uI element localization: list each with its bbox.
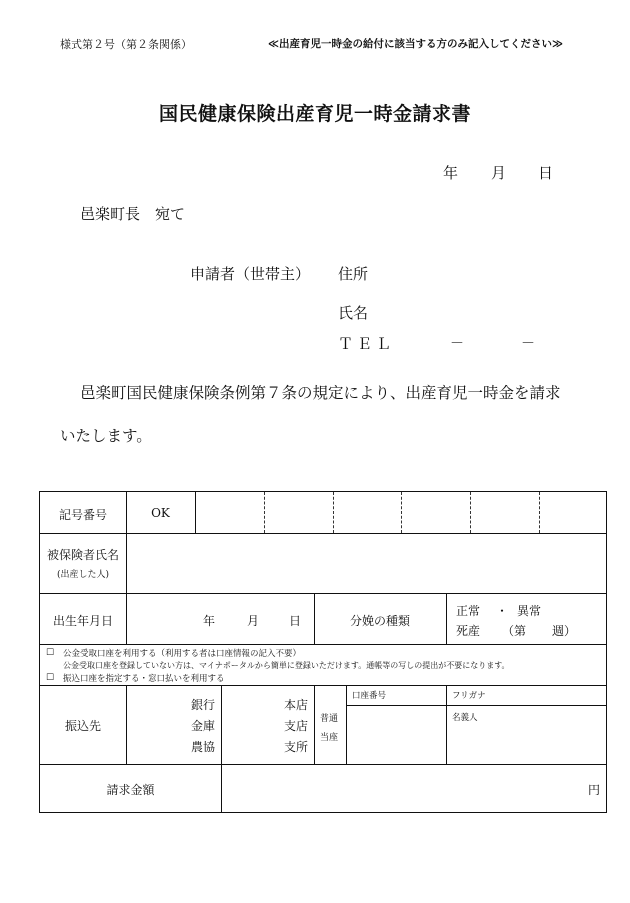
addressee: 邑楽町長 宛て [80,205,186,223]
office-option: 支所 [284,740,309,754]
public-account-text: 公金受取口座を利用する（利用する者は口座情報の記入不要） [63,649,302,659]
symbol-number-label: 記号番号 [58,508,107,522]
nokyo-option: 農協 [191,740,216,754]
shinkin-option: 金庫 [191,719,216,733]
account-holder-label: 名義人 [452,713,478,723]
delivery-week-close: 週） [552,624,577,638]
date-day-label: 日 [538,164,554,182]
current-account-option: 当座 [320,733,339,743]
amount-field[interactable] [222,765,582,811]
amount-label: 請求金額 [106,783,155,797]
statement-line-2: いたします。 [60,427,152,445]
delivery-dot: ・ [496,604,509,618]
public-account-subtext: 公金受取口座を登録していない方は、マイナポータルから簡単に登録いただけます。通帳等の写しの提出が不要になります。 [63,661,510,670]
birth-year-label: 年 [203,614,216,628]
transfer-label: 振込先 [64,719,101,733]
insured-name-sublabel: (出産した人) [56,570,110,580]
insured-name-label: 被保険者氏名 [46,548,119,562]
ordinary-account-option: 普通 [320,714,339,724]
applicant-role: 申請者（世帯主） [190,265,311,283]
tel-label: ＴＥＬ [338,335,396,353]
birth-date-label: 出生年月日 [52,614,113,628]
delivery-abnormal: 異常 [517,604,542,618]
account-number-field[interactable] [347,706,445,763]
branch-option: 支店 [284,719,309,733]
date-year-label: 年 [443,164,459,182]
bank-option: 銀行 [191,698,216,712]
form-number: 様式第２号（第２条関係） [60,38,192,51]
delivery-week-open: （第 [502,624,527,638]
address-label: 住所 [338,265,369,283]
document-title: 国民健康保険出産育児一時金請求書 [158,103,471,125]
public-account-checkbox[interactable]: □ [46,647,55,657]
tel-dash-2: － [521,336,535,352]
amount-unit: 円 [588,783,601,797]
delivery-type-label: 分娩の種類 [349,614,410,628]
delivery-normal: 正常 [456,604,481,618]
transfer-checkbox[interactable]: □ [46,672,55,682]
insured-name-field[interactable] [127,534,606,592]
delivery-stillbirth: 死産 [456,624,481,638]
eligibility-notice: ≪出産育児一時金の給付に該当する方のみ記入してください≫ [268,38,563,50]
head-office-option: 本店 [284,698,309,712]
furigana-label: フリガナ [452,691,486,701]
account-number-label: 口座番号 [352,691,387,701]
tel-dash-1: － [450,336,464,352]
symbol-number-value[interactable]: OK [151,506,170,520]
statement-line-1: 邑楽町国民健康保険条例第７条の規定により、出産育児一時金を請求 [80,384,561,402]
birth-month-label: 月 [247,614,260,628]
application-table [39,491,607,813]
date-month-label: 月 [491,164,507,182]
transfer-text: 振込口座を指定する・窓口払いを利用する [63,674,225,684]
account-holder-field[interactable] [447,724,606,763]
birth-day-label: 日 [289,614,302,628]
name-label: 氏名 [338,304,369,322]
